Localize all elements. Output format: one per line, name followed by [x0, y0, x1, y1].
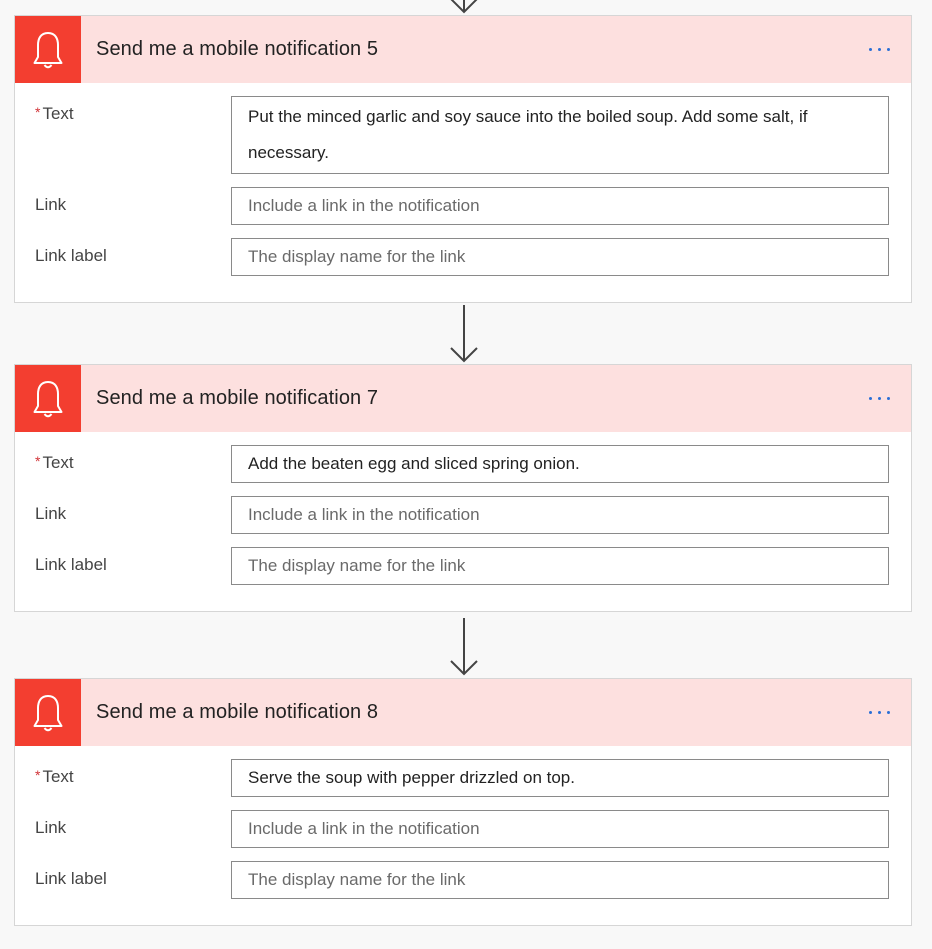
field-label-link-label: Link label [35, 555, 107, 574]
field-row-text [35, 759, 889, 797]
field-row-link [35, 496, 889, 534]
card-header[interactable] [15, 679, 911, 746]
card-body [15, 432, 911, 611]
text-input[interactable]: Add the beaten egg and sliced spring onion. [231, 445, 889, 483]
field-row-text [35, 96, 889, 174]
field-row-link [35, 810, 889, 848]
link-input[interactable]: Include a link in the notification [231, 496, 889, 534]
bell-icon [15, 679, 81, 746]
field-label-text: * Text [35, 453, 74, 472]
required-marker: * [35, 104, 41, 120]
field-label-link-label: Link label [35, 869, 107, 888]
connector-arrow [448, 305, 480, 363]
link-label-input[interactable]: The display name for the link [231, 547, 889, 585]
connector-arrow [448, 618, 480, 676]
more-options-icon[interactable] [859, 387, 899, 411]
field-label-link: Link [35, 195, 67, 214]
field-label-text: * Text [35, 767, 74, 786]
field-row-link-label [35, 238, 889, 276]
text-input[interactable]: Put the minced garlic and soy sauce into the boiled soup. Add some salt, if necessary. [231, 96, 889, 174]
card-title: Send me a mobile notification 8 [96, 701, 379, 723]
more-options-icon[interactable] [859, 38, 899, 62]
action-card-notification-8[interactable] [14, 678, 912, 926]
action-card-notification-5[interactable] [14, 15, 912, 303]
card-title: Send me a mobile notification 5 [96, 38, 379, 60]
field-label-link: Link [35, 504, 67, 523]
link-input[interactable]: Include a link in the notification [231, 810, 889, 848]
field-row-link-label [35, 861, 889, 899]
bell-icon [15, 365, 81, 432]
link-label-input[interactable]: The display name for the link [231, 861, 889, 899]
field-row-link-label [35, 547, 889, 585]
field-row-text [35, 445, 889, 483]
more-options-icon[interactable] [859, 701, 899, 725]
bell-icon [15, 16, 81, 83]
card-header[interactable] [15, 16, 911, 83]
required-marker: * [35, 767, 41, 783]
field-label-text: * Text [35, 104, 74, 123]
field-row-link [35, 187, 889, 225]
field-label-link-label: Link label [35, 246, 107, 265]
field-label-link: Link [35, 818, 67, 837]
action-card-notification-7[interactable] [14, 364, 912, 612]
link-input[interactable]: Include a link in the notification [231, 187, 889, 225]
card-body [15, 746, 911, 925]
card-title: Send me a mobile notification 7 [96, 387, 379, 409]
text-input[interactable]: Serve the soup with pepper drizzled on top. [231, 759, 889, 797]
connector-arrow-top [448, 0, 480, 14]
required-marker: * [35, 453, 41, 469]
card-header[interactable] [15, 365, 911, 432]
link-label-input[interactable]: The display name for the link [231, 238, 889, 276]
card-body [15, 83, 911, 302]
